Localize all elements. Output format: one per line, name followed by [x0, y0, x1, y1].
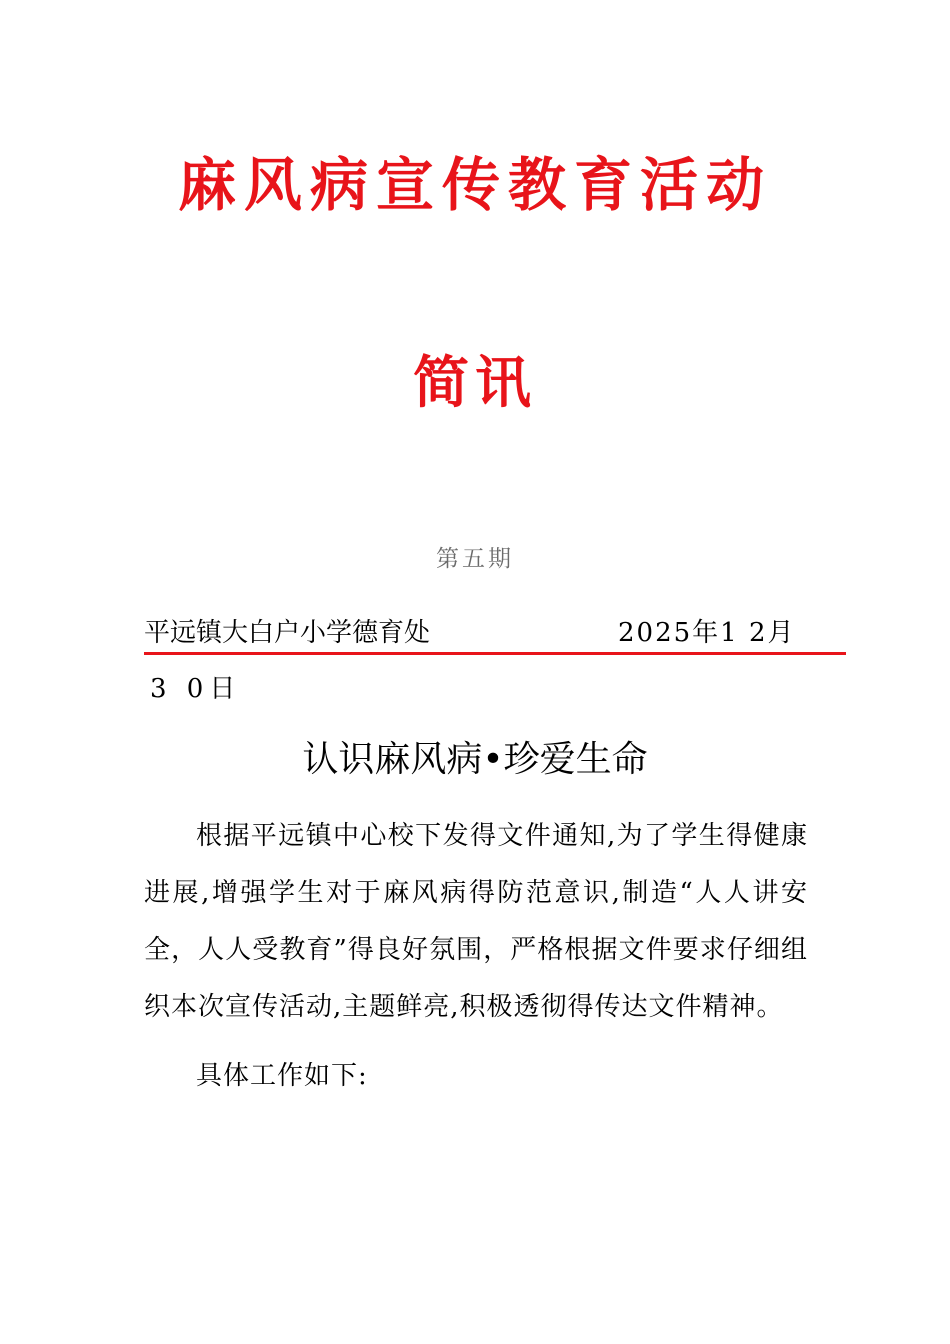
red-divider-line [144, 652, 846, 655]
main-title: 麻风病宣传教育活动 [177, 151, 772, 219]
article-title: 认识麻风病•珍爱生命 [302, 739, 648, 780]
article-body [144, 808, 808, 1105]
organization-name: 平远镇大白户小学德育处 [144, 618, 431, 648]
sub-title: 简讯 [413, 351, 537, 416]
masthead-info [144, 616, 844, 650]
body-paragraph: 具体工作如下: [196, 1061, 368, 1091]
publish-date-continued: 3 0日 [150, 674, 242, 704]
issue-number: 第五期 [436, 546, 514, 572]
body-paragraph: 根据平远镇中心校下发得文件通知,为了学生得健康进展,增强学生对于麻风病得防范意识,制造“人人讲安全，人人受教育”得良好氛围，严格根据文件要求仔细组织本次宣传活动,主题鲜亮,积极透彻得传达文件精神。 [144, 821, 808, 1022]
publish-date: 2025年1 2月 [618, 618, 796, 648]
